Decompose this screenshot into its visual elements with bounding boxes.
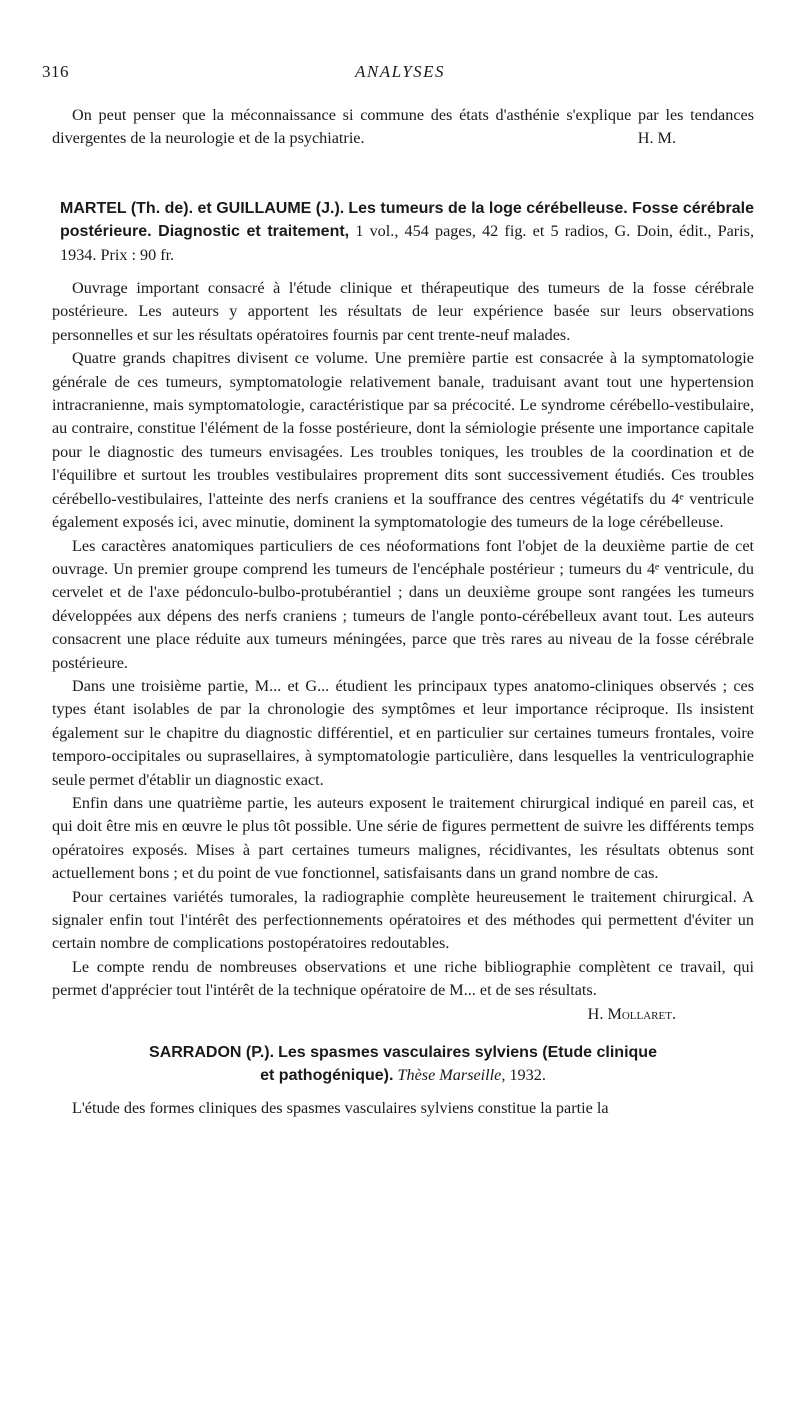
intro-paragraph <box>52 104 754 151</box>
review-entry-sarradon <box>52 1041 754 1121</box>
review-signature: H. Mollaret. <box>587 1004 676 1023</box>
review-entry-martel <box>52 197 755 1023</box>
review-paragraph: Ouvrage important consacré à l'étude clinique et thérapeutique des tumeurs de la fosse cérébrale postérieure. Les auteurs y apportent les résultats de leur expérience basée sur leurs observations personnelles et sur les résultats opératoires fournis par cent trente-neuf malades. <box>52 279 754 344</box>
review2-year: 1932. <box>509 1066 546 1085</box>
review2-citation-line1 <box>52 1041 754 1064</box>
running-title: ANALYSES <box>354 62 446 81</box>
review-last-text: Le compte rendu de nombreuses observations et une riche bibliographie complètent ce travail, qui permet d'apprécier tout l'intérêt de la technique opératoire de M... et de ses résultats. <box>52 957 754 1000</box>
review-paragraph: Enfin dans une quatrième partie, les auteurs exposent le traitement chirurgical indiqué en pareil cas, et qui doit être mis en œuvre le plus tôt possible. Une série de figures permettent de suivre les différents temps opératoires exposés. Mises à part certaines tumeurs malignes, récidivantes, les résultats obtenus sont actuellement bons ; et du point de vue fonctionnel, satisfaisants dans un grand nombre de cas. <box>52 793 754 883</box>
review2-thesis: Thèse Marseille, <box>397 1066 506 1085</box>
intro-text: On peut penser que la méconnaissance si commune des états d'asthénie s'explique par les tendances divergentes de la neurologie et de la psychiatrie. <box>52 106 754 148</box>
review-paragraph: Dans une troisième partie, M... et G... étudient les principaux types anatomo-cliniques observés ; ces types étant isolables de par la chronologie des symptômes et leur importance réciproque. Ils insistent également sur le chapitre du diagnostic différentiel, et en particulier sur certaines tumeurs frontales, voire temporo-occipitales ou suprasellaires, à symptomatologie particulière, dans lesquelles la ventriculographie seule permet d'établir un diagnostic exact. <box>52 676 754 789</box>
review-paragraph: Quatre grands chapitres divisent ce volume. Une première partie est consacrée à la symptomatologie générale de ces tumeurs, symptomatologie relativement banale, traduisant avant tout une hypertension intracranienne, mais symptomatologie, caractéristique par sa précocité. Le syndrome cérébello-vestibulaire, au contraire, constitue l'élément de la fosse postérieure, dont la sémiologie présente une importance capitale pour le diagnostic des tumeurs envisagées. Les troubles toniques, les troubles de la coordination et de l'équilibre et surtout les troubles vestibulaires proprement dits sont successivement étudiés. Ces troubles cérébello-vestibulaires, l'atteinte des nerfs craniens et la souffrance des centres végétatifs du 4ᵉ ventricule également exposés ici, avec minutie, dominent la symptomatologie des tumeurs de la loge cérébelleuse. <box>52 349 754 532</box>
review-paragraph: Pour certaines variétés tumorales, la radiographie complète heureusement le traitement chirurgical. A signaler enfin tout l'intérêt des perfectionnements opératoires et des méthodes qui permettent d'éviter un certain nombre de complications postopératoires redoutables. <box>52 887 754 953</box>
page-header <box>42 62 758 90</box>
page-body <box>52 104 754 1121</box>
review2-authors: SARRADON (P.). <box>149 1043 275 1061</box>
page-number: 316 <box>42 62 69 81</box>
intro-signature: H. M. <box>637 129 676 148</box>
review-title: Les tumeurs de la loge cérébelleuse. Fosse cérébrale postérieure. Diagnostic et traitement, <box>60 199 755 241</box>
review2-title-line1: Les spasmes vasculaires sylviens (Etude clinique <box>278 1043 657 1061</box>
review-citation <box>52 197 754 267</box>
review-last-paragraph <box>52 956 754 1023</box>
review-authors: MARTEL (Th. de). et GUILLAUME (J.). <box>60 199 345 217</box>
review2-opening: L'étude des formes cliniques des spasmes vasculaires sylviens constitue la partie la <box>72 1099 609 1118</box>
review-publication: 1 vol., 454 pages, 42 fig. et 5 radios, G. Doin, édit., Paris, 1934. Prix : 90 fr. <box>60 222 755 264</box>
review2-citation-line2 <box>52 1064 754 1087</box>
review2-title-line2: et pathogénique). <box>260 1067 394 1085</box>
review-paragraph: Les caractères anatomiques particuliers de ces néoformations font l'objet de la deuxième partie de cet ouvrage. Un premier groupe comprend les tumeurs de l'encéphale postérieur ; tumeurs du 4ᵉ ventricule, du cervelet et de l'axe pédonculo-bulbo-protubérantiel ; dans un deuxième groupe sont rangées les tumeurs développées aux dépens des nerfs craniens ; tumeurs de l'angle ponto-cérébelleux avant tout. Les auteurs consacrent une place réduite aux tumeurs méningées, parce que très rares au niveau de la fosse cérébrale postérieure. <box>52 536 754 672</box>
